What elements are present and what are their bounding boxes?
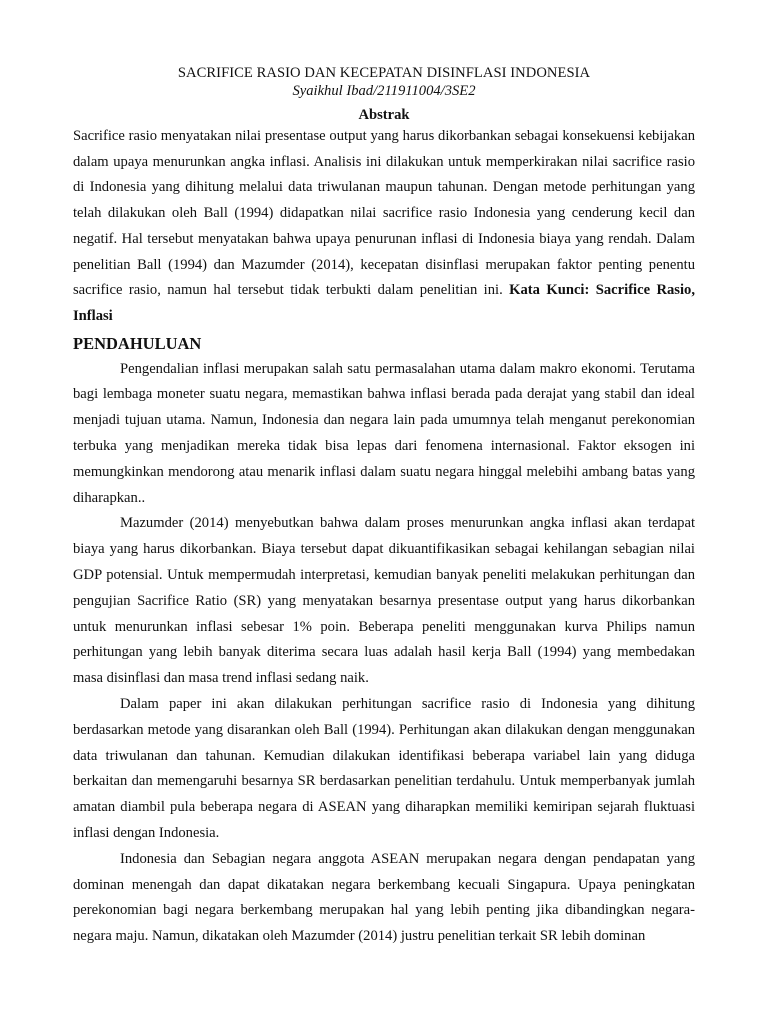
abstract-heading: Abstrak <box>358 107 410 123</box>
paper-title: SACRIFICE RASIO DAN KECEPATAN DISINFLASI INDONESIA <box>177 65 591 81</box>
intro-paragraph: Dalam paper ini akan dilakukan perhitungan sacrifice rasio di Indonesia yang dihitung berdasarkan metode yang disarankan oleh Ball (1994). Perhitungan akan dilakukan dengan menggunakan data triwulanan dan tahunan. Kemudian dilakukan identifikasi beberapa variabel lain yang diduga berkaitan dan memengaruhi besarnya SR berdasarkan penelitian terdahulu. Untuk memperbanyak jumlah amatan diambil pula beberapa negara di ASEAN yang diharapkan memiliki kemiripan sejarah fluktuasi inflasi dengan Indonesia. <box>73 695 695 841</box>
author-line: Syaikhul Ibad/211911004/3SE2 <box>292 83 476 99</box>
intro-paragraph: Pengendalian inflasi merupakan salah satu permasalahan utama dalam makro ekonomi. Terutama bagi lembaga moneter suatu negara, memastikan bahwa inflasi berada pada derajat yang stabil dan ideal menjadi tujuan utama. Namun, Indonesia dan negara lain pada umumnya telah menganut perekonomian terbuka yang menjadikan mereka tidak bisa lepas dari fenomena internasional. Faktor eksogen ini memungkinkan mendorong atau menarik inflasi dalam suatu negara hinggal melebihi ambang batas yang diharapkan.. <box>73 360 695 506</box>
intro-paragraph: Mazumder (2014) menyebutkan bahwa dalam proses menurunkan angka inflasi akan terdapat biaya yang harus dikorbankan. Biaya tersebut dapat dikuantifikasikan sebagai kehilangan sebagian nilai GDP potensial. Untuk mempermudah interpretasi, kemudian banyak peneliti melakukan perhitungan dan pengujian Sacrifice Ratio (SR) yang menyatakan besarnya presentase output yang harus dikorbankan untuk menurunkan inflasi sebesar 1% poin. Beberapa peneliti menggunakan kurva Philips namun perhitungan yang lebih banyak diterima secara luas adalah hasil kerja Ball (1994) yang membedakan masa disinflasi dan masa trend inflasi sedang naik. <box>73 515 695 687</box>
abstract-text <box>73 124 695 330</box>
section-heading-introduction: PENDAHULUAN <box>73 333 202 353</box>
keywords: Kata Kunci: Sacrifice Rasio, Inflasi <box>73 282 695 324</box>
abstract-body: Sacrifice rasio menyatakan nilai presentase output yang harus dikorbankan sebagai konsekuensi kebijakan dalam upaya menurunkan angka inflasi. Analisis ini dilakukan untuk memperkirakan nilai sacrifice rasio di Indonesia yang dihitung melalui data triwulanan maupun tahunan. Dengan metode perhitungan yang telah dilakukan oleh Ball (1994) didapatkan nilai sacrifice rasio Indonesia yang cenderung kecil dan negatif. Hal tersebut menyatakan bahwa upaya penurunan inflasi di Indonesia biaya yang rendah. Dalam penelitian Ball (1994) dan Mazumder (2014), kecepatan disinflasi merupakan faktor penting penentu sacrifice rasio, namun hal tersebut tidak terbukti dalam penelitian ini. <box>73 128 695 299</box>
document-page <box>73 64 695 950</box>
intro-paragraph: Indonesia dan Sebagian negara anggota ASEAN merupakan negara dengan pendapatan yang dominan menengah dan dapat dikatakan negara berkembang kecuali Singapura. Upaya peningkatan perekonomian bagi negara berkembang merupakan hal yang lebih penting jika dibandingkan negara-negara maju. Namun, dikatakan oleh Mazumder (2014) justru penelitian terkait SR lebih dominan <box>73 850 695 945</box>
